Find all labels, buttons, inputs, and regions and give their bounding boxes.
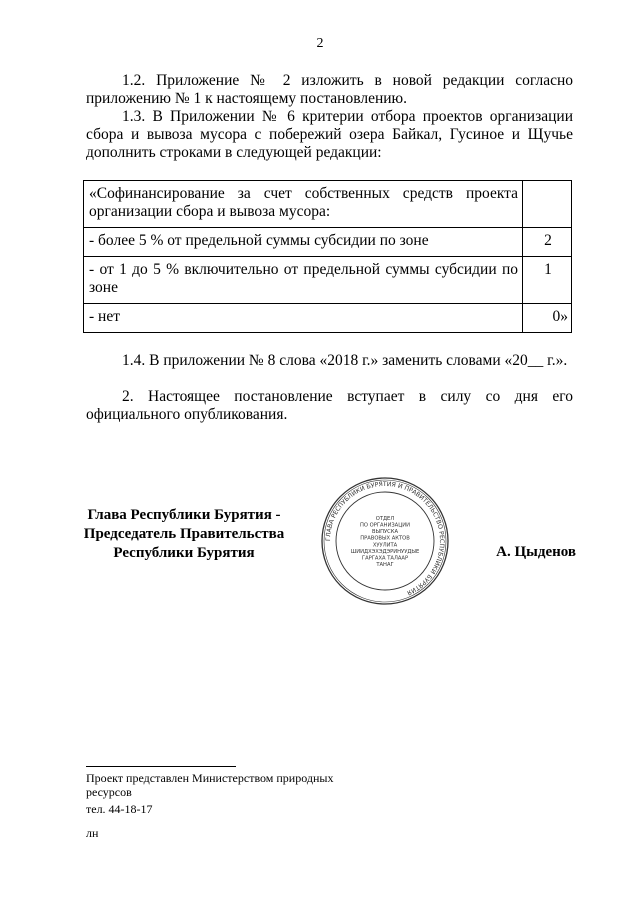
paragraph-1-2 bbox=[86, 72, 573, 108]
table-row bbox=[84, 304, 572, 333]
footnote-initials: лн bbox=[86, 826, 99, 840]
svg-text:ГЛАВА РЕСПУБЛИКИ БУРЯТИЯ И ПРА: ГЛАВА РЕСПУБЛИКИ БУРЯТИЯ И ПРАВИТЕЛЬСТВО РЕСПУБЛИКИ БУРЯТИЯ bbox=[324, 480, 446, 597]
footnote-divider bbox=[86, 766, 236, 767]
seal-text-line: ПО ОРГАНИЗАЦИИ bbox=[359, 522, 411, 529]
signatory-title bbox=[60, 506, 308, 563]
paragraph-text: 1.4. В приложении № 8 слова «2018 г.» заменить словами «20__ г.». bbox=[122, 352, 568, 369]
criteria-score bbox=[523, 181, 572, 228]
paragraph-text: 1.2. Приложение № 2 изложить в новой редакции согласно приложению № 1 к настоящему постановлению. bbox=[86, 72, 573, 107]
criteria-text: - более 5 % от предельной суммы субсидии по зоне bbox=[84, 228, 523, 257]
seal-icon bbox=[320, 476, 450, 606]
criteria-score: 1 bbox=[523, 257, 572, 304]
criteria-text: - от 1 до 5 % включительно от предельной суммы субсидии по зоне bbox=[84, 257, 523, 304]
seal-text-line: ТАНАГ bbox=[376, 562, 394, 569]
seal-text-line: ХУУЛИТА bbox=[372, 542, 398, 549]
footnote-phone: тел. 44-18-17 bbox=[86, 802, 153, 816]
seal-text-line: ОТДЕЛ bbox=[375, 515, 395, 522]
footnote-line: ресурсов bbox=[86, 785, 132, 799]
table-row bbox=[84, 257, 572, 304]
criteria-text: «Софинансирование за счет собственных средств проекта организации сбора и вывоза мусора: bbox=[84, 181, 523, 228]
criteria-text: - нет bbox=[84, 304, 523, 333]
paragraph-text: 2. Настоящее постановление вступает в силу со дня его официального опубликования. bbox=[86, 388, 573, 423]
signatory-title-line: Председатель Правительства bbox=[83, 526, 285, 542]
page-number: 2 bbox=[316, 36, 324, 51]
criteria-score: 2 bbox=[523, 228, 572, 257]
paragraph-2 bbox=[86, 388, 573, 424]
criteria-score: 0» bbox=[523, 304, 572, 333]
footnote-line: Проект представлен Министерством природных bbox=[86, 771, 334, 785]
criteria-table bbox=[83, 180, 572, 333]
paragraph-text: 1.3. В Приложении № 6 критерии отбора проектов организации сбора и вывоза мусора с побережий озера Байкал, Гусиное и Щучье дополнить строками в следующей редакции: bbox=[86, 108, 573, 161]
signatory-name: А. Цыденов bbox=[496, 544, 576, 560]
table-row bbox=[84, 228, 572, 257]
paragraph-1-3 bbox=[86, 108, 573, 162]
signatory-title-line: Глава Республики Бурятия - bbox=[87, 507, 281, 523]
paragraph-1-4 bbox=[86, 352, 573, 370]
seal-text-line: ВЫПУСКА bbox=[371, 529, 399, 536]
seal-text-line: ШИИДХЭХЭДЭРИНУУДЫЕ bbox=[350, 548, 420, 555]
seal-text-line: ПРАВОВЫХ АКТОВ bbox=[360, 535, 410, 542]
official-seal bbox=[320, 476, 450, 606]
seal-text-line: ГАРГАХА ТАЛААР bbox=[361, 555, 409, 562]
signatory-title-line: Республики Бурятия bbox=[113, 545, 255, 561]
table-row bbox=[84, 181, 572, 228]
